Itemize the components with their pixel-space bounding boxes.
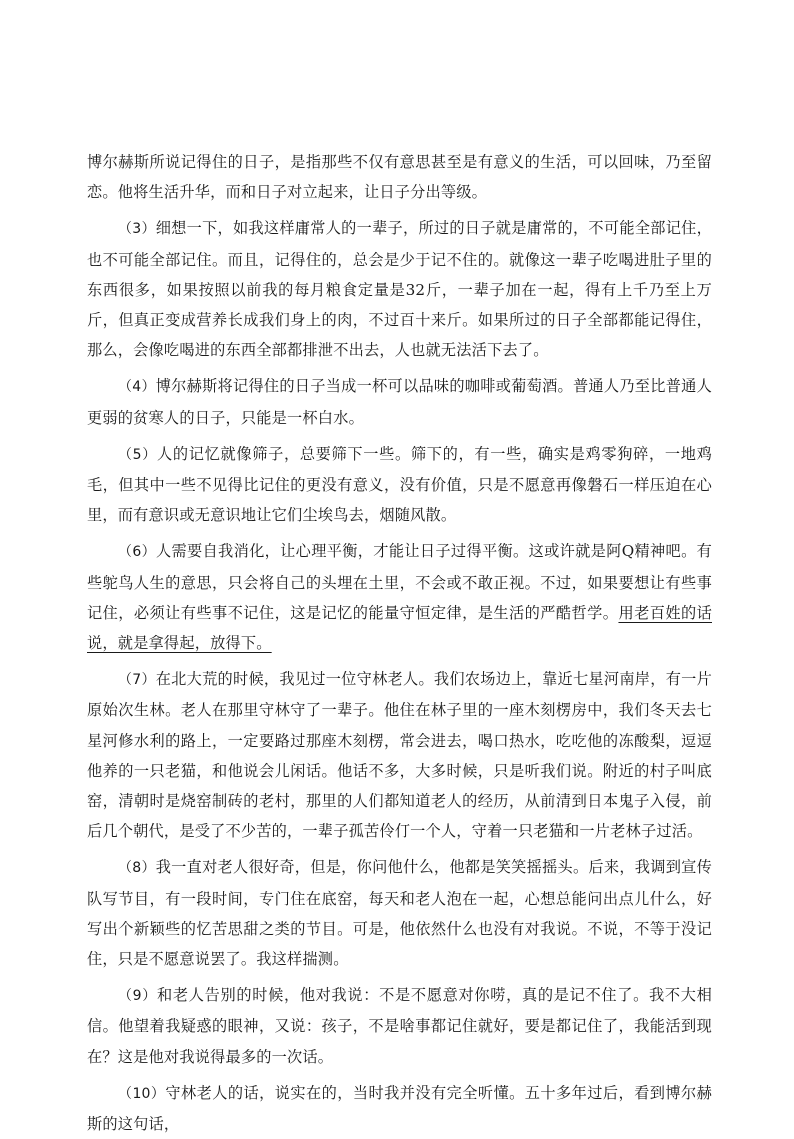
- paragraph-text: 人的记忆就像筛子，总要筛下一些。筛下的，有一些，确实是鸡零狗碎，一地鸡毛，但其中一些不见得比记住的更没有意义，没有价值，只是不愿意再像磐石一样压迫在心里，而有意识或无意识地让它们尘埃鸟去，烟随风散。: [87, 444, 712, 525]
- paragraph-text: 我一直对老人很好奇，但是，你问他什么，他都是笑笑摇摇头。后来，我调到宣传队写节目，有一段时间，专门住在底窑，每天和老人泡在一起，心想总能问出点儿什么，好写出个新颖些的忆苦思甜之类的节目。可是，他依然什么也没有对我说。不说，不等于没记住，只是不愿意说罢了。我这样揣测。: [87, 858, 713, 969]
- document-page: [87, 147, 712, 1139]
- paragraph-number: （9）: [118, 988, 157, 1005]
- paragraph-text: 在北大荒的时候，我见过一位守林老人。我们农场边上，靠近七星河南岸，有一片原始次生林。老人在那里守林守了一辈子。他住在林子里的一座木刻楞房中，我们冬天去七星河修水利的路上，一定要路过那座木刻楞，常会进去，喝口热水，吃吃他的冻酸梨，逗逗他养的一只老猫，和他说会儿闲话。他话不多，大多时候，只是听我们说。附近的村子叫底窑，清朝时是烧窑制砖的老村，那里的人们都知道老人的经历，从前清到日本鬼子入侵，前后几个朝代，是受了不少苦的，一辈子孤苦伶仃一个人，守着一只老猫和一片老林子过活。: [87, 670, 713, 841]
- paragraph-text: 博尔赫斯所说记得住的日子，是指那些不仅有意思甚至是有意义的生活，可以回味，乃至留恋。他将生活升华，而和日子对立起来，让日子分出等级。: [87, 153, 712, 202]
- paragraph-7: [87, 664, 712, 846]
- paragraph-number: （3）: [118, 221, 156, 238]
- paragraph-number: （5）: [118, 446, 157, 463]
- paragraph-text: 和老人告别的时候，他对我说：不是不愿意对你唠，真的是记不住了。我不大相信。他望着我疑惑的眼神，又说：孩子，不是啥事都记住就好，要是都记住了，我能活到现在？这是他对我说得最多的一次话。: [87, 986, 712, 1066]
- paragraph-3: [87, 213, 712, 365]
- paragraph-number: （7）: [118, 672, 156, 689]
- paragraph-9: [87, 980, 712, 1072]
- paragraph-text: 细想一下，如我这样庸常人的一辈子，所过的日子就是庸常的，不可能全部记住，也不可能全部记住。而且，记得住的，总会是少于记不住的。就像这一辈子吃喝进肚子里的东西很多，如果按照以前我的每月粮食定量是32斤，一辈子加在一起，得有上千乃至上万斤，但真正变成营养长成我们身上的肉，不过百十来斤。如果所过的日子全部都能记得住，那么，会像吃喝进的东西全部都排泄不出去，人也就无法活下去了。: [87, 219, 713, 360]
- paragraph-text: 守林老人的话，说实在的，当时我并没有完全听懂。五十多年过后，看到博尔赫斯的这句话，: [87, 1083, 713, 1134]
- paragraph-text: 人需要自我消化，让心理平衡，才能让日子过得平衡。这或许就是阿Q精神吧。有些鸵鸟人生的意思，只会将自己的头埋在土里，不会或不敢正视。不过，如果要想让有些事记住，必须让有些事不记住，这是记忆的能量守恒定律，是生活的严酷哲学。: [87, 542, 713, 622]
- paragraph-text: 博尔赫斯将记得住的日子当成一杯可以品味的咖啡或葡萄酒。普通人乃至比普通人更弱的贫寒人的日子，只能是一杯白水。: [87, 377, 713, 427]
- paragraph-5: [87, 439, 712, 531]
- paragraph-number: （8）: [118, 860, 156, 877]
- paragraph-continued: [87, 147, 712, 207]
- paragraph-10: [87, 1078, 712, 1139]
- paragraph-6: [87, 536, 712, 658]
- paragraph-8: [87, 852, 712, 974]
- paragraph-number: （4）: [118, 379, 156, 396]
- underlined-sentence: 用老百姓的话说，就是拿得起，放得下。: [87, 603, 712, 653]
- paragraph-number: （6）: [118, 544, 156, 561]
- paragraph-number: （10）: [118, 1085, 166, 1102]
- paragraph-4: [87, 371, 712, 432]
